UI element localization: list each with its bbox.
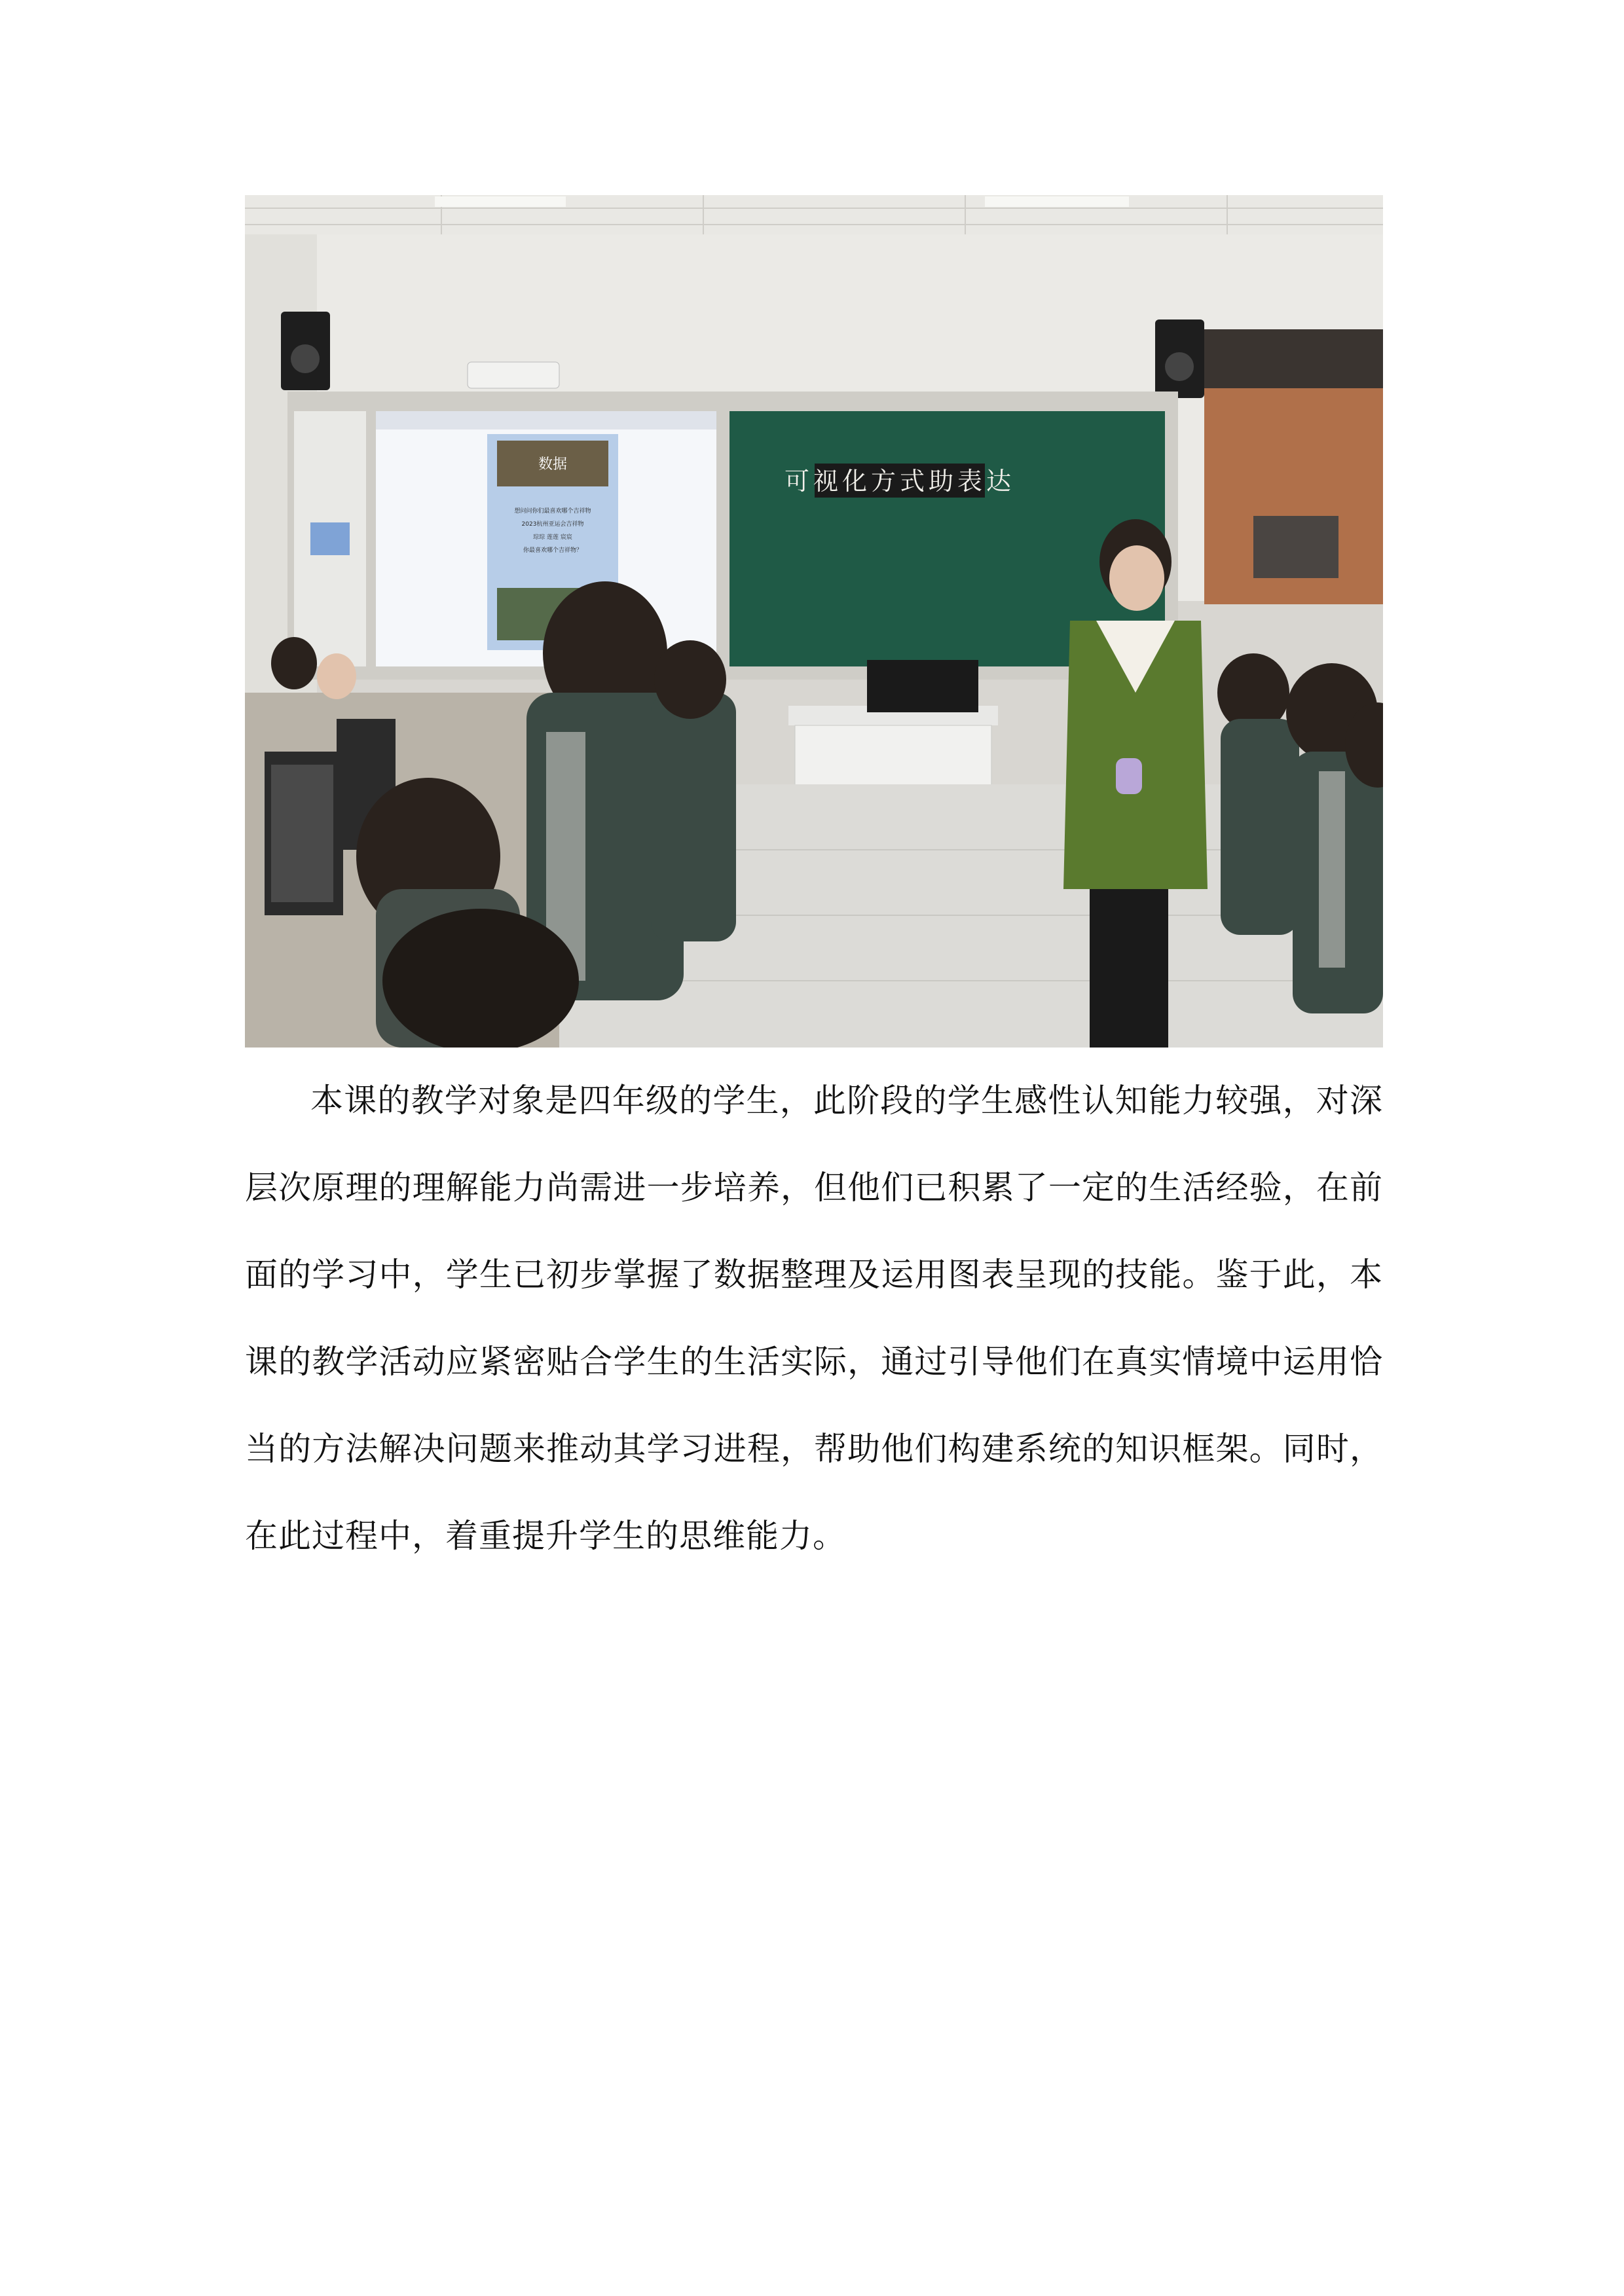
classroom-illustration xyxy=(245,195,1383,1048)
slide-line: 2023杭州亚运会吉祥物 xyxy=(521,521,584,528)
chalkboard-title: 可视化方式助表达 xyxy=(784,467,1016,496)
body-paragraph: 本课的教学对象是四年级的学生，此阶段的学生感性认知能力较强，对深层次原理的理解能力尚需进一步培养，但他们已积累了一定的生活经验，在前面的学习中，学生已初步掌握了数据整理及运用图表呈现的技能。鉴于此，本课的教学活动应紧密贴合学生的生活实际，通过引导他们在真实情境中运用恰当的方法解决问题来推动其学习进程，帮助他们构建系统的知识框架。同时，在此过程中，着重提升学生的思维能力。 xyxy=(245,1082,1383,1555)
classroom-photo xyxy=(245,195,1383,1048)
slide-heading: 数据 xyxy=(538,456,568,473)
slide-line: 你最喜欢哪个吉祥物？ xyxy=(523,547,583,554)
slide-line: 想问问你们最喜欢哪个吉祥物 xyxy=(514,508,591,515)
slide-line: 琮琮 莲莲 宸宸 xyxy=(533,534,572,541)
